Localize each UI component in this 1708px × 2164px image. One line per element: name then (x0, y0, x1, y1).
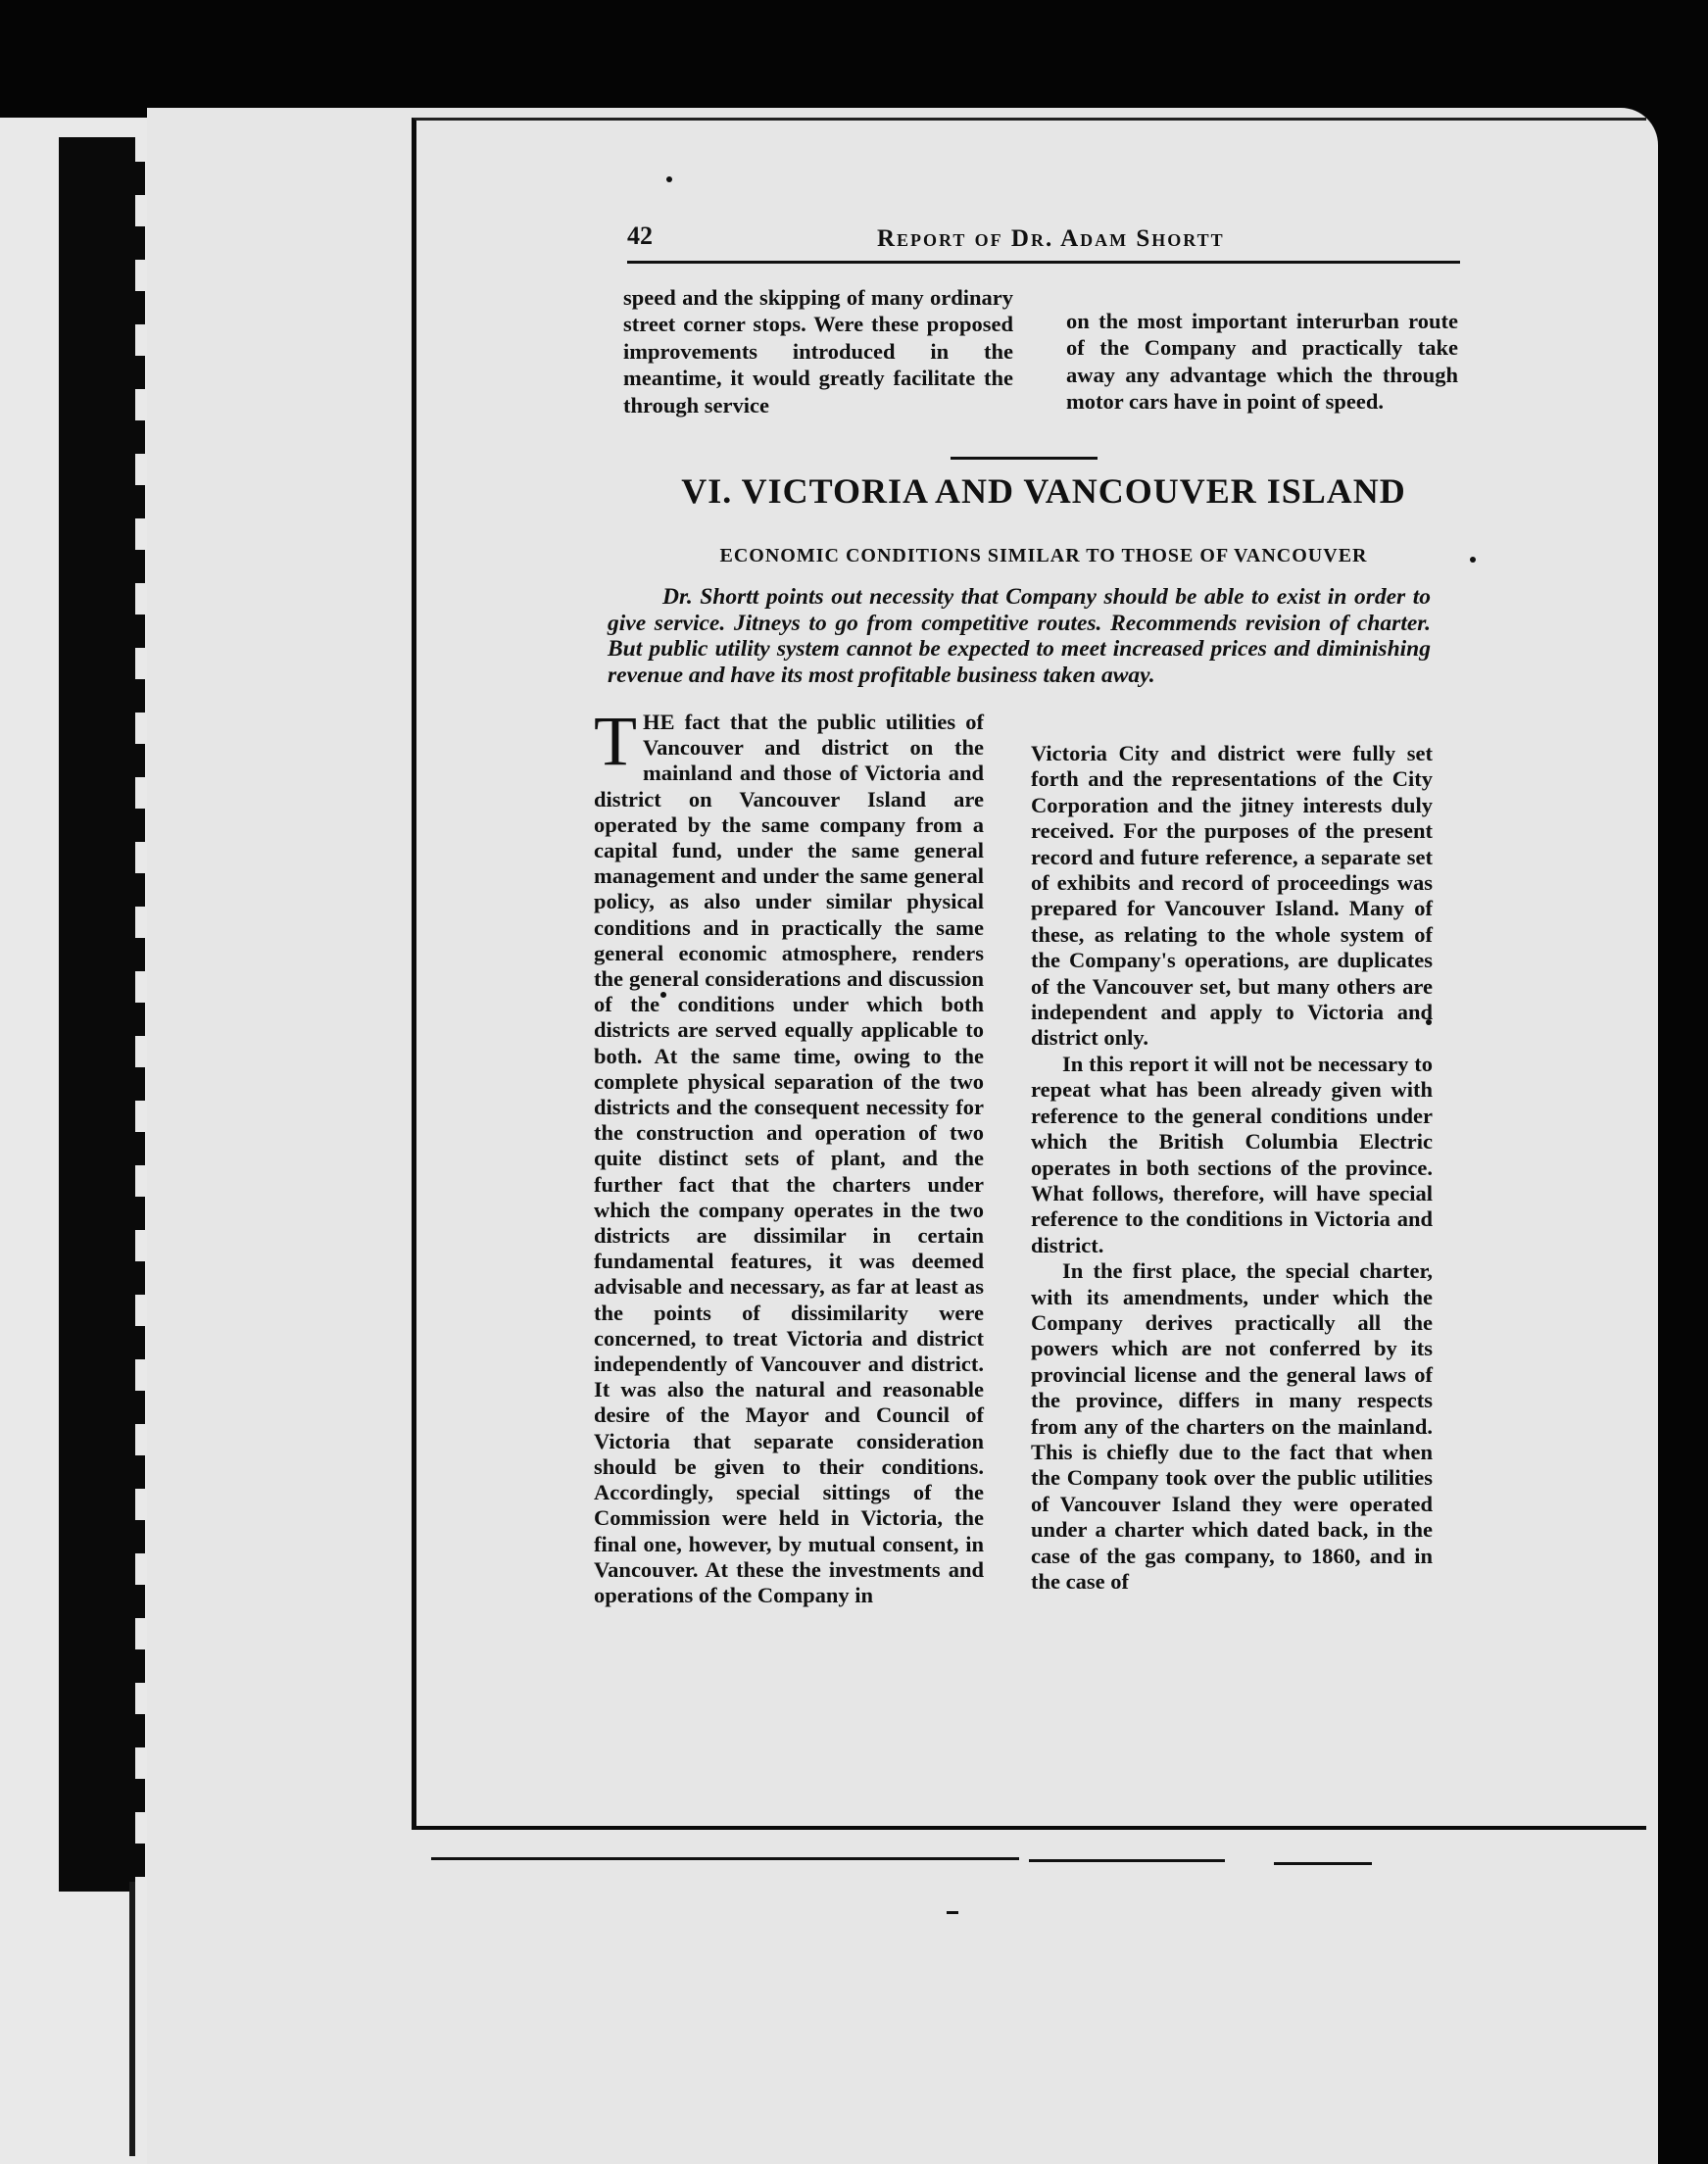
body-left-paragraph-1: THE fact that the public utilities of Vancouver and district on the mainland and those of Victoria and district on Vancouver Island are operated by the same company from a capital fund, under the same general management and under the same general policy, as also under similar physical conditions and in practically the same general economic atmosphere, renders the general considerations and discussion of the conditions under which both districts are served equally applicable to both. At the same time, owing to the complete physical separation of the two districts and the consequent necessity for the construction and operation of two quite distinct sets of plant, and the further fact that the charters under which the company operates in the two districts are dissimilar in certain fundamental features, it was deemed advisable and necessary, as far at least as the points of dissimilarity were concerned, to treat Victoria and district independently of Vancouver and district. It was also the natural and reasonable desire of the Mayor and Council of Victoria that separate consideration should be given to their conditions. Accordingly, special sittings of the Commission were held in Victoria, the final one, however, by mutual consent, in Vancouver. At these the investments and operations of the Company in (594, 702, 984, 1607)
top-left-paragraph: speed and the skipping of many ordinary street corner stops. Were these proposed improvements introduced in the meantime, it would greatly facilitate the through service (623, 285, 1013, 418)
binding-tooth (116, 550, 145, 583)
binding-tooth (116, 420, 145, 454)
body-right-paragraph-2: In this report it will not be necessary to repeat what has been already given with reference to the general conditions under which the British Columbia Electric operates in both sections of the province. What follows, therefore, will have special reference to the conditions in Victoria and district. (1031, 1051, 1433, 1257)
binding-tooth (116, 1197, 145, 1230)
binding-tooth (116, 291, 145, 324)
body-right-paragraph-1: Victoria City and district were fully set forth and the representations of the City Corporation and the jitney interests duly received. For the purposes of the present record and future reference, a separate set of exhibits and record of proceedings was prepared for Vancouver Island. Many of these, as relating to the whole system of the Company's operations, are duplicates of the Vancouver set, but many others are independent and apply to Victoria and district only. (1031, 741, 1433, 1051)
binding-tooth (116, 1326, 145, 1359)
bottom-rule (1274, 1862, 1372, 1865)
binding-tooth (116, 226, 145, 260)
section-divider (951, 457, 1098, 460)
binding-tooth (116, 1520, 145, 1553)
binding-tooth (116, 1649, 145, 1683)
body-right-column (1031, 741, 1433, 1595)
top-left-column (623, 284, 1013, 418)
drop-cap: T (594, 702, 637, 780)
section-title: VI. VICTORIA AND VANCOUVER ISLAND (681, 471, 1406, 511)
binding-tooth (116, 1585, 145, 1618)
body-right-paragraph-3: In the first place, the special charter, with its amendments, under which the Company derives practically all the powers which are not conferred by its provincial license and the general laws of the province, differs in many respects from any of the charters on the mainland. This is chiefly due to the fact that when the Company took over the public utilities of Vancouver Island they were operated under a charter which dated back, in the case of the gas company, to 1860, and in the case of (1031, 1258, 1433, 1594)
binding-tooth (116, 1714, 145, 1747)
top-right-column (1066, 308, 1458, 416)
top-right-paragraph: on the most important interurban route of the Company and practically take away any advantage which the through motor cars have in point of speed. (1066, 309, 1458, 415)
binding-tooth (116, 1003, 145, 1036)
page-header (627, 221, 1460, 264)
binding-tooth (116, 1779, 145, 1812)
binding-line (129, 1882, 135, 2156)
binding-tooth (116, 1391, 145, 1424)
binding-tooth (116, 1844, 145, 1877)
binding-tooth (116, 1261, 145, 1295)
bottom-rule (431, 1857, 1019, 1860)
summary-text: Dr. Shortt points out necessity that Company should be able to exist in order to give service. Jitneys to go from competitive routes. Recommends revision of charter. But public utility system cannot be expected to meet increased prices and diminishing revenue and have its most profitable business taken away. (608, 584, 1431, 688)
running-head: Report of Dr. Adam Shortt (877, 225, 1225, 252)
binding-tooth (116, 873, 145, 907)
binding-tooth (116, 1132, 145, 1165)
speck-mark (947, 1911, 958, 1914)
binding-tooth (116, 938, 145, 971)
binding-tooth (116, 1067, 145, 1101)
speck (1470, 557, 1476, 563)
speck (666, 176, 672, 182)
bottom-rule (1029, 1859, 1225, 1862)
binding-tooth (116, 744, 145, 777)
binding-tooth (116, 162, 145, 195)
binding-tooth (116, 679, 145, 713)
binding-tooth (116, 809, 145, 842)
binding-tooth (116, 356, 145, 389)
body-left-column (594, 702, 984, 1608)
section-subtitle: ECONOMIC CONDITIONS SIMILAR TO THOSE OF VANCOUVER (719, 545, 1368, 566)
page-number: 42 (627, 221, 653, 250)
binding-tooth (116, 1455, 145, 1489)
binding-tooth (116, 615, 145, 648)
binding-tooth (116, 485, 145, 518)
section-summary (608, 584, 1431, 688)
